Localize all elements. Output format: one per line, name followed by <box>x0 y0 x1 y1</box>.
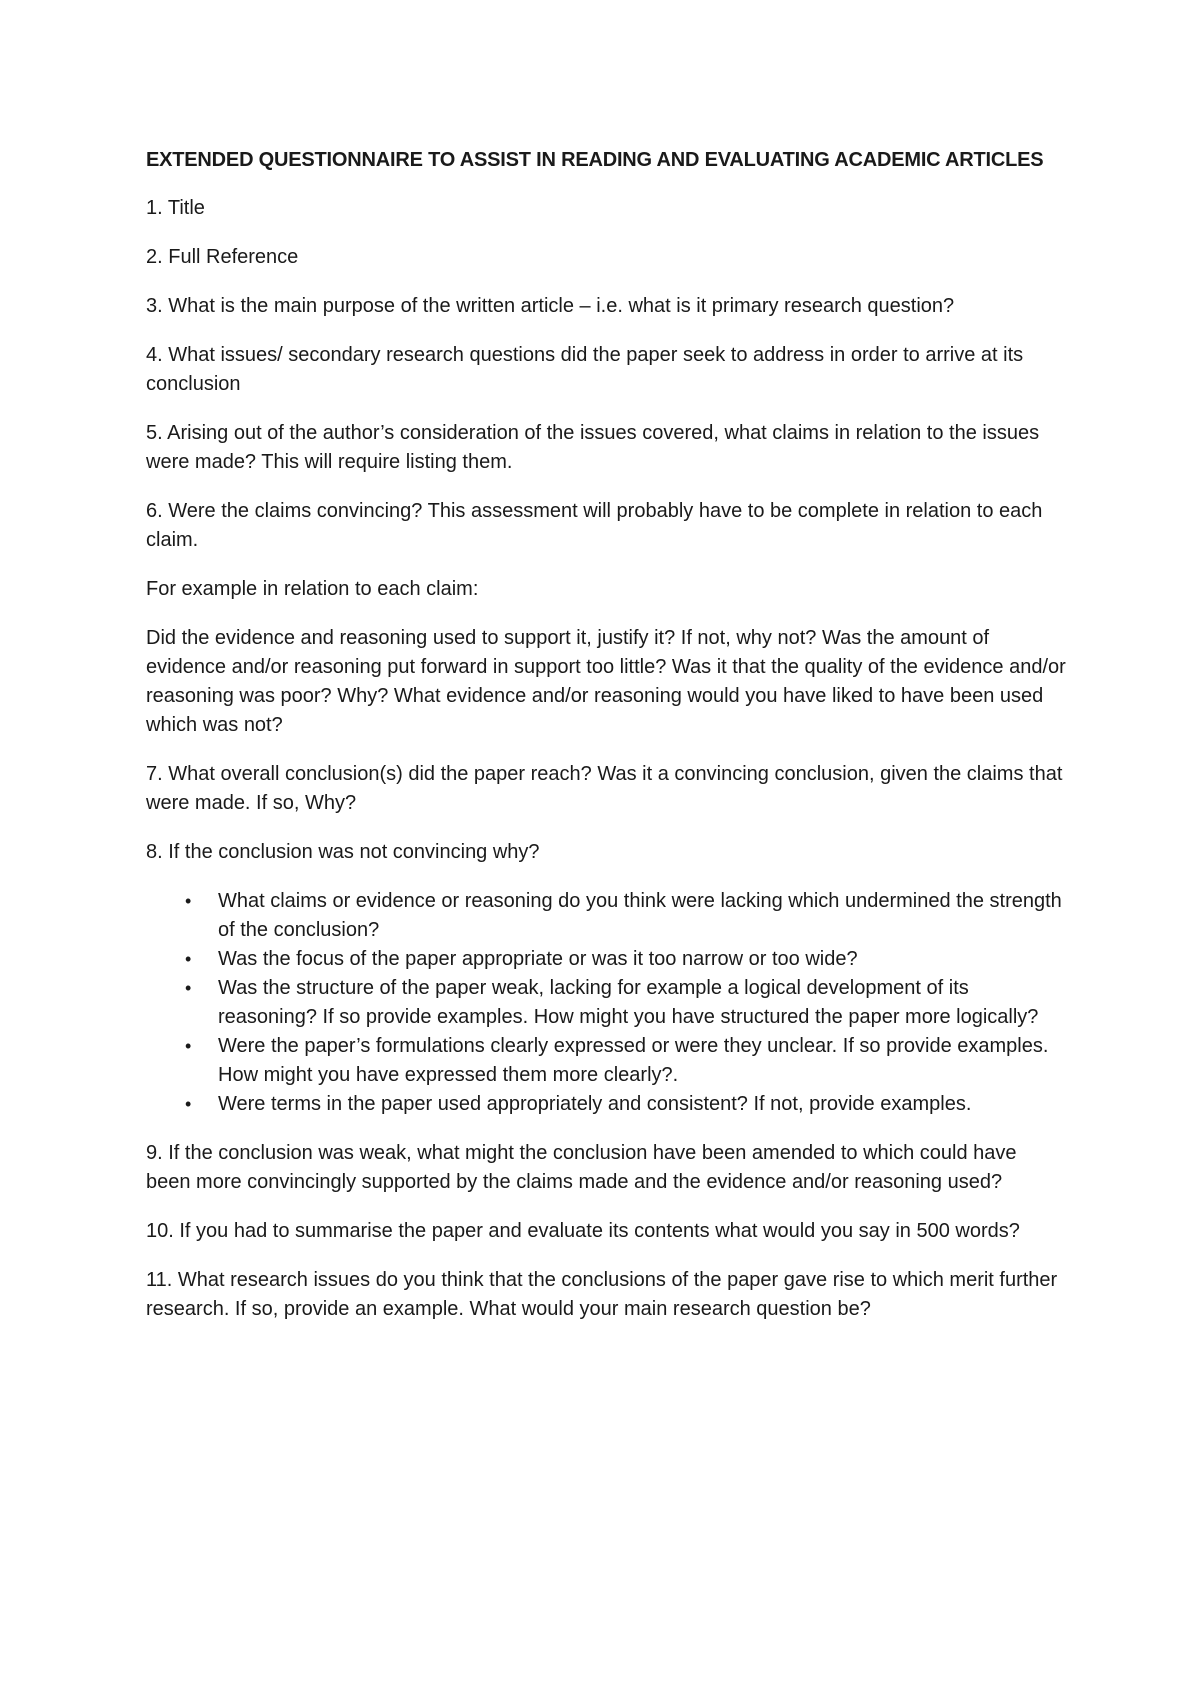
question-2: 2. Full Reference <box>146 246 299 268</box>
list-item-text: Were the paper’s formulations clearly expressed or were they unclear. If so provide examples. How might you have expressed them more clearly?. <box>218 1035 1049 1086</box>
question-8-bullet-list <box>146 887 1066 1119</box>
question-8: 8. If the conclusion was not convincing why? <box>146 841 540 863</box>
question-10: 10. If you had to summarise the paper and evaluate its contents what would you say in 500 words? <box>146 1220 1020 1242</box>
bullet-icon: • <box>185 978 192 998</box>
bullet-icon: • <box>185 1094 192 1114</box>
question-5: 5. Arising out of the author’s consideration of the issues covered, what claims in relation to the issues were made? This will require listing them. <box>146 422 1040 473</box>
document-body <box>146 146 1066 1344</box>
question-7: 7. What overall conclusion(s) did the paper reach? Was it a convincing conclusion, given the claims that were made. If so, Why? <box>146 763 1063 814</box>
list-item <box>146 974 1066 1032</box>
list-item <box>146 1032 1066 1090</box>
bullet-icon: • <box>185 891 192 911</box>
question-3: 3. What is the main purpose of the written article – i.e. what is it primary research question? <box>146 295 955 317</box>
question-6-example-body: Did the evidence and reasoning used to support it, justify it? If not, why not? Was the amount of evidence and/or reasoning put forward in support too little? Was it that the quality of the evidence and/or reasoning was poor? Why? What evidence and/or reasoning would you have liked to have been used which was not? <box>146 627 1066 736</box>
question-6: 6. Were the claims convincing? This assessment will probably have to be complete in relation to each claim. <box>146 500 1043 551</box>
question-4: 4. What issues/ secondary research questions did the paper seek to address in order to arrive at its conclusion <box>146 344 1024 395</box>
list-item-text: Was the focus of the paper appropriate or was it too narrow or too wide? <box>218 948 858 970</box>
bullet-icon: • <box>185 1036 192 1056</box>
list-item-text: Was the structure of the paper weak, lacking for example a logical development of its reasoning? If so provide examples. How might you have structured the paper more logically? <box>218 977 1039 1028</box>
question-6-example-intro: For example in relation to each claim: <box>146 578 479 600</box>
document-title: EXTENDED QUESTIONNAIRE TO ASSIST IN READING AND EVALUATING ACADEMIC ARTICLES <box>146 149 1044 171</box>
list-item <box>146 887 1066 945</box>
question-9: 9. If the conclusion was weak, what might the conclusion have been amended to which could have been more convincingly supported by the claims made and the evidence and/or reasoning used? <box>146 1142 1017 1193</box>
bullet-icon: • <box>185 949 192 969</box>
list-item-text: Were terms in the paper used appropriately and consistent? If not, provide examples. <box>218 1093 972 1115</box>
list-item <box>146 945 1066 974</box>
question-11: 11. What research issues do you think that the conclusions of the paper gave rise to which merit further research. If so, provide an example. What would your main research question be? <box>146 1269 1058 1320</box>
list-item <box>146 1090 1066 1119</box>
list-item-text: What claims or evidence or reasoning do you think were lacking which undermined the strength of the conclusion? <box>218 890 1062 941</box>
question-1: 1. Title <box>146 197 205 219</box>
